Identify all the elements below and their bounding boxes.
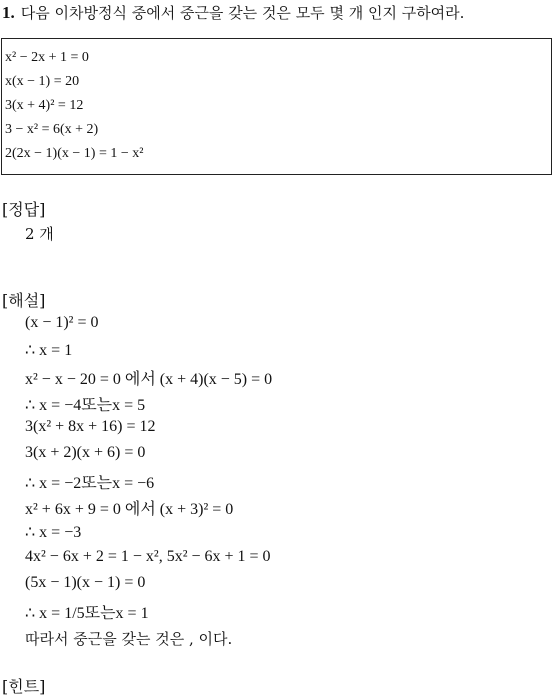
- explanation-line-6: 3(x + 2)(x + 6) = 0: [25, 444, 146, 461]
- question-number: 1.: [2, 3, 15, 22]
- equation-3: 3(x + 4)² = 12: [5, 98, 84, 113]
- question-text: 다음 이차방정식 중에서 중근을 갖는 것은 모두 몇 개 인지 구하여라.: [20, 4, 465, 22]
- explanation-line-11: (5x − 1)(x − 1) = 0: [25, 574, 146, 591]
- explanation-line-3: x² − x − 20 = 0 에서 (x + 4)(x − 5) = 0: [25, 371, 273, 388]
- explanation-line-7: ∴ x = −2또는x = −6: [25, 475, 155, 492]
- answer-value: 2 개: [25, 225, 54, 243]
- equation-4: 3 − x² = 6(x + 2): [5, 122, 99, 137]
- equation-5: 2(2x − 1)(x − 1) = 1 − x²: [5, 146, 144, 161]
- explanation-label: [해설]: [2, 291, 46, 310]
- explanation-line-1: (x − 1)² = 0: [25, 314, 99, 331]
- explanation-line-12: ∴ x = 1/5또는x = 1: [25, 605, 149, 622]
- hint-label: [힌트]: [2, 677, 46, 696]
- explanation-line-2: ∴ x = 1: [25, 342, 73, 359]
- explanation-line-10: 4x² − 6x + 2 = 1 − x², 5x² − 6x + 1 = 0: [25, 548, 271, 565]
- explanation-line-4: ∴ x = −4또는x = 5: [25, 397, 146, 414]
- explanation-line-5: 3(x² + 8x + 16) = 12: [25, 418, 156, 435]
- answer-label: [정답]: [2, 200, 46, 219]
- question: [2, 2, 464, 23]
- equation-2: x(x − 1) = 20: [5, 74, 80, 89]
- explanation-line-13: 따라서 중근을 갖는 것은 , 이다.: [25, 630, 233, 648]
- explanation-line-9: ∴ x = −3: [25, 524, 82, 541]
- explanation-line-8: x² + 6x + 9 = 0 에서 (x + 3)² = 0: [25, 501, 234, 518]
- equation-1: x² − 2x + 1 = 0: [5, 50, 89, 65]
